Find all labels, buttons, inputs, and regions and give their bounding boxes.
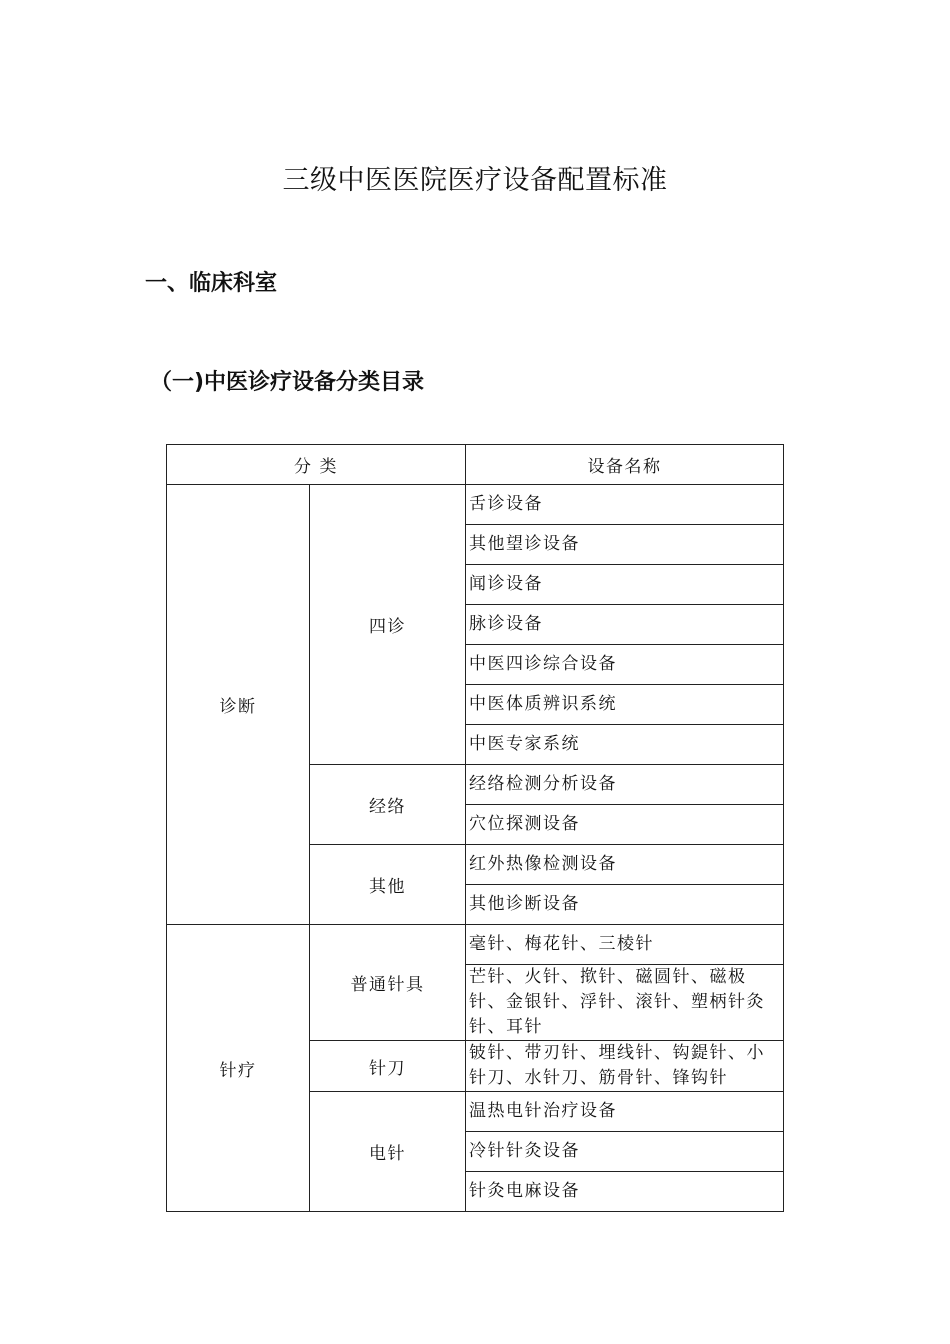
table-row (167, 485, 784, 525)
equipment-cell: 芒针、火针、揿针、磁圆针、磁极针、金银针、浮针、滚针、塑柄针灸针、耳针 (466, 965, 784, 1041)
subcategory-cell: 其他 (310, 845, 466, 925)
equipment-cell: 经络检测分析设备 (466, 765, 784, 805)
subsection-heading: （一)中医诊疗设备分类目录 (150, 370, 425, 395)
table-row (167, 925, 784, 965)
subcategory-cell: 针刀 (310, 1041, 466, 1092)
equipment-cell: 中医体质辨识系统 (466, 685, 784, 725)
section-heading: 一、临床科室 (145, 271, 278, 296)
subcategory-cell: 经络 (310, 765, 466, 845)
table-header-row (167, 445, 784, 485)
equipment-cell: 中医四诊综合设备 (466, 645, 784, 685)
subcategory-cell: 四诊 (310, 485, 466, 765)
equipment-cell: 毫针、梅花针、三棱针 (466, 925, 784, 965)
subcategory-cell: 电针 (310, 1092, 466, 1212)
equipment-cell: 针灸电麻设备 (466, 1172, 784, 1212)
header-equipment-name: 设备名称 (466, 445, 784, 485)
equipment-cell: 冷针针灸设备 (466, 1132, 784, 1172)
equipment-cell: 其他望诊设备 (466, 525, 784, 565)
header-category: 分 类 (167, 445, 466, 485)
equipment-cell: 舌诊设备 (466, 485, 784, 525)
equipment-cell: 其他诊断设备 (466, 885, 784, 925)
category-cell: 诊断 (167, 485, 310, 925)
subcategory-cell: 普通针具 (310, 925, 466, 1041)
equipment-cell: 脉诊设备 (466, 605, 784, 645)
equipment-cell: 闻诊设备 (466, 565, 784, 605)
equipment-table (166, 444, 784, 1212)
equipment-cell: 中医专家系统 (466, 725, 784, 765)
equipment-cell: 穴位探测设备 (466, 805, 784, 845)
equipment-cell: 铍针、带刃针、埋线针、钩鍉针、小针刀、水针刀、筋骨针、锋钩针 (466, 1041, 784, 1092)
category-cell: 针疗 (167, 925, 310, 1212)
equipment-cell: 温热电针治疗设备 (466, 1092, 784, 1132)
page-title: 三级中医医院医疗设备配置标准 (282, 165, 668, 196)
equipment-cell: 红外热像检测设备 (466, 845, 784, 885)
